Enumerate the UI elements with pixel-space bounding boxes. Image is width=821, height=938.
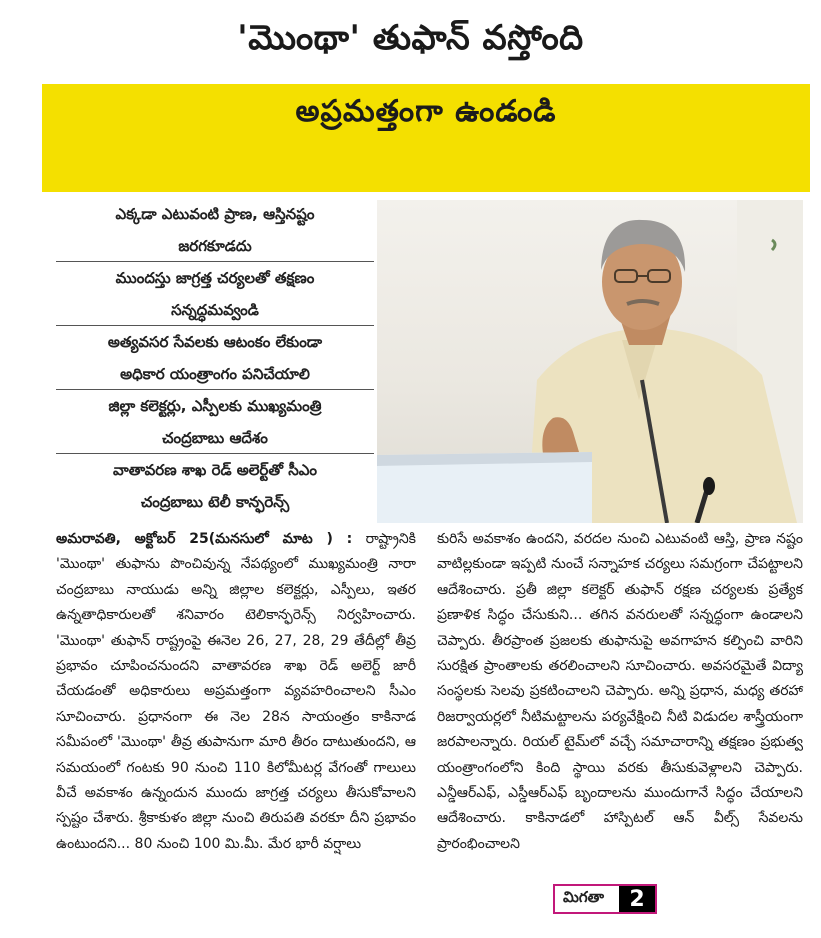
kicker-headline: 'మొంథా' తుఫాన్ వస్తోంది	[237, 18, 584, 58]
highlight-line: చంద్రబాబు ఆదేశం	[56, 422, 374, 454]
article-text-left: రాష్ట్రానికి 'మొంథా' తుఫాను పొంచివున్న నేపథ్యంలో ముఖ్యమంత్రి నారా చంద్రబాబు నాయుడు అన్ని జిల్లాల కలెక్టర్లు, ఎస్పీలు, ఇతర ఉన్నతాధికారులతో శనివారం టెలికాన్ఫరెన్స్ నిర్వహించారు. 'మొంథా' తుఫాన్ రాష్ట్రంపై ఈనెల 26, 27, 28, 29 తేదీల్లో తీవ్ర ప్రభావం చూపించనుందని వాతావరణ శాఖ రెడ్ అలెర్ట్ జారీ చేయడంతో అధికారులు అప్రమత్తంగా వ్యవహరించాలని సీఎం సూచించారు. ప్రధానంగా ఈ నెల 28న సాయంత్రం కాకినాడ సమీపంలో 'మొంథా' తీవ్ర తుపానుగా మారి తీరం దాటుతుందని, ఆ సమయంలో గంటకు 90 నుంచి 110 కిలోమీటర్ల వేగంతో గాలులు వీచే అవకాశం ఉన్నందున ముందు జాగ్రత్త చర్యలు తీసుకోవాలని స్పష్టం చేశారు. శ్రీకాకుళం జిల్లా నుంచి తిరుపతి వరకూ దీని ప్రభావం ఉంటుందని... 80 నుంచి 100 మి.మీ. మేర భారీ వర్షాలు	[56, 531, 416, 852]
main-headline: అప్రమత్తంగా ఉండండి	[295, 94, 557, 129]
article-text-right: కురిసే అవకాశం ఉందని, వరదల నుంచి ఎటువంటి ఆస్తి, ప్రాణ నష్టం వాటిల్లకుండా ఇప్పటి నుంచే సన్నాహక చర్యలు సమగ్రంగా చేపట్టాలని ఆదేశించారు. ప్రతీ జిల్లా కలెక్టర్ తుఫాన్ రక్షణ చర్యలకు ప్రత్యేక ప్రణాళిక సిద్ధం చేసుకుని... తగిన వనరులతో సన్నద్ధంగా ఉండాలని చెప్పారు. తీరప్రాంత ప్రజలకు తుఫానుపై అవగాహన కల్పించి వారిని సురక్షిత ప్రాంతాలకు తరలించాలని సూచించారు. అవసరమైతే విద్యా సంస్థలకు సెలవు ప్రకటించాలని చెప్పారు. అన్ని ప్రధాన, మధ్య తరహా రిజర్వాయర్లలో నీటిమట్టాలను పర్యవేక్షించి నీటి విడుదల శాస్త్రీయంగా జరపాలన్నారు. రియల్ టైమ్‌లో వచ్చే సమాచారాన్ని తక్షణం ప్రభుత్వ యంత్రాంగంలోని కింది స్థాయి వరకు తీసుకువెళ్లాలని చెప్పారు. ఎన్డీఆర్ఎఫ్, ఎస్డీఆర్ఎఫ్ బృందాలను ముందుగానే సిద్ధం చేయాలని ఆదేశించారు. కాకినాడలో హాస్పిటల్ ఆన్ వీల్స్ సేవలను ప్రారంభించాలని	[437, 531, 803, 852]
chief-minister-photo	[377, 200, 803, 523]
highlight-line: జిల్లా కలెక్టర్లు, ఎస్పీలకు ముఖ్యమంత్రి	[108, 397, 322, 415]
highlight-line: వాతావరణ శాఖ రెడ్ అలెర్ట్‌తో సీఎం	[112, 461, 317, 479]
photo-illustration	[377, 200, 803, 523]
highlight-line: ఎక్కడా ఎటువంటి ప్రాణ, ఆస్తినష్టం	[115, 205, 315, 223]
article-column-left	[56, 527, 416, 857]
dateline: అమరావతి, అక్టోబర్ 25(మనసులో మాట ) :	[56, 531, 353, 547]
highlight-line: చంద్రబాబు టెలీ కాన్ఫరెన్స్	[140, 493, 290, 511]
highlight-line: జరగకూడదు	[56, 230, 374, 262]
highlight-line: సన్నద్ధమవ్వండి	[56, 294, 374, 326]
highlight-line: అధికార యంత్రాంగం పనిచేయాలి	[56, 358, 374, 390]
main-headline-banner	[42, 84, 810, 192]
highlight-line: ముందస్తు జాగ్రత్త చర్యలతో తక్షణం	[115, 269, 315, 287]
highlights-list	[56, 198, 374, 518]
article-body-left	[56, 527, 416, 857]
continued-on-page-tag	[553, 884, 657, 914]
highlight-line: అత్యవసర సేవలకు ఆటంకం లేకుండా	[107, 333, 323, 351]
continued-label: మిగతా	[563, 888, 605, 906]
continued-page-number: 2	[619, 886, 655, 912]
article-column-right	[437, 527, 803, 857]
